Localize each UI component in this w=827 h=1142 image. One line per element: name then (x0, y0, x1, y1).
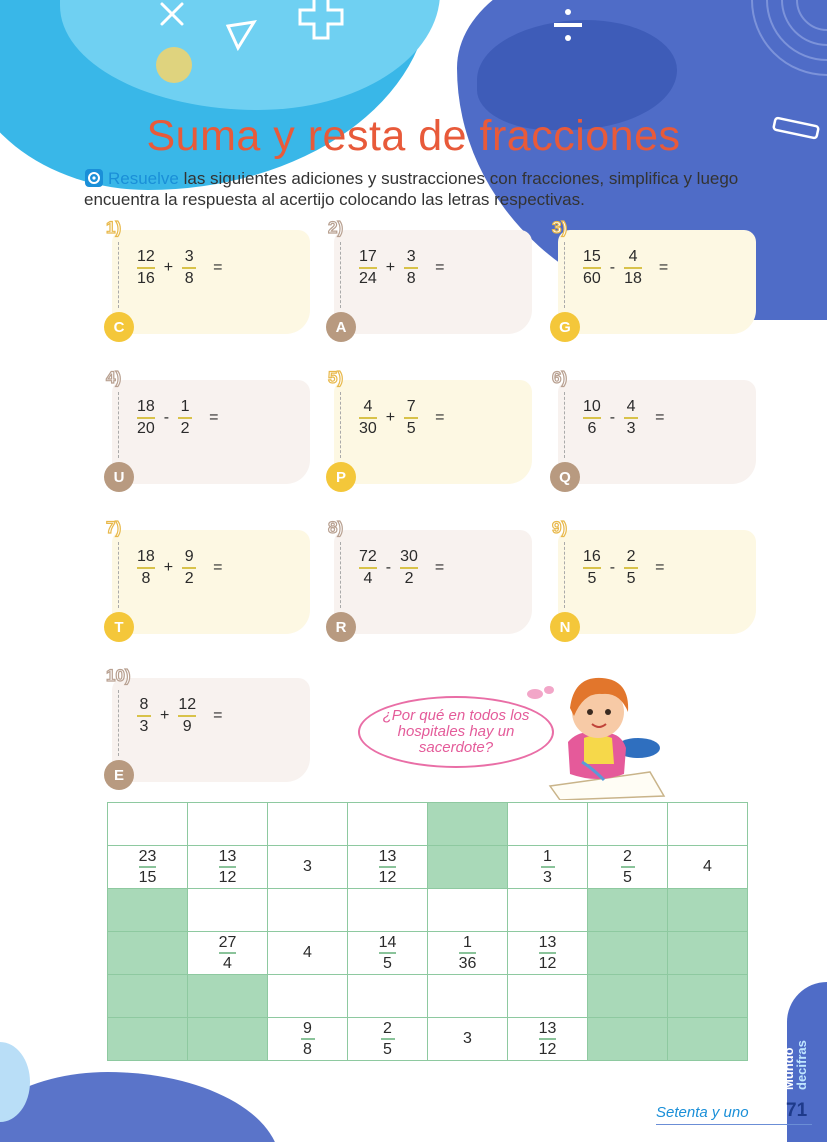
exercise-9 (550, 518, 760, 636)
letter-answer-cell[interactable] (348, 803, 428, 846)
denominator: 2 (184, 569, 194, 587)
fraction-a (356, 398, 380, 438)
grid-fraction (298, 1020, 318, 1058)
letter-answer-cell[interactable] (428, 889, 508, 932)
numerator: 27 (218, 934, 237, 952)
exercise-1 (104, 218, 314, 336)
grid-cell-value: 4 (668, 846, 748, 889)
decor-arcs-icon (690, 0, 827, 110)
exercise-10 (104, 666, 314, 784)
fraction-expression (134, 546, 222, 590)
denominator: 20 (137, 419, 155, 437)
instruction (84, 168, 744, 210)
fraction-b (175, 398, 195, 438)
denominator: 12 (538, 954, 557, 972)
exercise-number: 1) (106, 218, 122, 237)
page-number: 71 (786, 1100, 808, 1121)
fraction-b (175, 696, 199, 736)
numerator: 4 (626, 398, 636, 416)
letter-answer-cell[interactable] (588, 803, 668, 846)
answer-letter-badge: A (326, 312, 356, 342)
numerator: 13 (378, 848, 397, 866)
exercise-3 (550, 218, 760, 336)
denominator: 8 (303, 1040, 312, 1058)
denominator: 2 (180, 419, 190, 437)
brand-line-1: Mundo (781, 1047, 796, 1090)
grid-cell-value (508, 846, 588, 889)
denominator: 16 (137, 269, 155, 287)
exercise-number: 9) (552, 518, 568, 537)
denominator: 3 (543, 868, 552, 886)
divide-symbol-icon (548, 6, 588, 46)
brand-line-2: decifras (794, 1040, 809, 1090)
dashed-divider (340, 242, 341, 308)
fraction-a (134, 548, 158, 588)
grid-fraction (216, 934, 240, 972)
fraction-b (401, 398, 421, 438)
fraction-a (580, 548, 604, 588)
letter-answer-cell[interactable] (348, 889, 428, 932)
letter-answer-cell[interactable] (508, 975, 588, 1018)
numerator: 2 (383, 1020, 392, 1038)
denominator: 60 (583, 269, 601, 287)
grid-cell-blocked (588, 932, 668, 975)
grid-cell-value (348, 932, 428, 975)
grid-cell-value (188, 932, 268, 975)
answer-letter-badge: R (326, 612, 356, 642)
grid-fraction (538, 848, 558, 886)
operator: + (385, 259, 396, 276)
grid-cell-blocked (428, 846, 508, 889)
numerator: 1 (180, 398, 190, 416)
numerator: 15 (583, 248, 601, 266)
operator: + (385, 409, 396, 426)
denominator: 3 (139, 717, 149, 735)
instruction-keyword: Resuelve (108, 169, 179, 188)
grid-cell-blocked (108, 975, 188, 1018)
grid-cell-blocked (668, 932, 748, 975)
denominator: 9 (182, 717, 192, 735)
denominator: 5 (406, 419, 416, 437)
equals-sign: = (655, 559, 665, 576)
numerator: 2 (626, 548, 636, 566)
denominator: 8 (184, 269, 194, 287)
dashed-divider (340, 542, 341, 608)
exercise-4 (104, 368, 314, 486)
grid-row (108, 975, 748, 1018)
denominator: 4 (223, 954, 232, 972)
equals-sign: = (213, 707, 223, 724)
fraction-b (179, 248, 199, 288)
math-symbols-icon (150, 0, 370, 80)
dashed-divider (118, 542, 119, 608)
numerator: 4 (628, 248, 638, 266)
denominator: 5 (383, 954, 392, 972)
denominator: 5 (623, 868, 632, 886)
numerator: 23 (138, 848, 157, 866)
grid-fraction (536, 934, 560, 972)
dashed-divider (118, 242, 119, 308)
grid-cell-value (348, 846, 428, 889)
numerator: 13 (538, 934, 557, 952)
fraction-a (134, 398, 158, 438)
fraction-a (134, 696, 154, 736)
letter-answer-cell[interactable] (508, 803, 588, 846)
fraction-expression (134, 246, 222, 290)
grid-row (108, 889, 748, 932)
numerator: 7 (406, 398, 416, 416)
fraction-expression (356, 246, 444, 290)
grid-cell-value: 3 (268, 846, 348, 889)
fraction-b (621, 248, 645, 288)
exercise-number: 8) (328, 518, 344, 537)
grid-fraction (216, 848, 240, 886)
grid-cell-value (508, 1018, 588, 1061)
answer-letter-badge: C (104, 312, 134, 342)
denominator: 12 (378, 868, 397, 886)
denominator: 15 (138, 868, 157, 886)
grid-cell-value (188, 846, 268, 889)
letter-answer-cell[interactable] (108, 803, 188, 846)
grid-cell-blocked (188, 1018, 268, 1061)
denominator: 5 (626, 569, 636, 587)
grid-row (108, 846, 748, 889)
grid-cell-value (108, 846, 188, 889)
dashed-divider (564, 392, 565, 458)
numerator: 30 (400, 548, 418, 566)
grid-cell-blocked (588, 1018, 668, 1061)
fraction-expression (134, 694, 222, 738)
numerator: 12 (178, 696, 197, 714)
numerator: 13 (218, 848, 237, 866)
exercise-7 (104, 518, 314, 636)
grid-cell-blocked (188, 975, 268, 1018)
denominator: 8 (406, 269, 416, 287)
numerator: 10 (583, 398, 601, 416)
denominator: 36 (458, 954, 477, 972)
exercise-number: 7) (106, 518, 122, 537)
answer-letter-badge: U (104, 462, 134, 492)
grid-cell-value (428, 932, 508, 975)
grid-fraction (378, 1020, 398, 1058)
answer-grid (107, 802, 748, 1061)
answer-letter-badge: G (550, 312, 580, 342)
grid-fraction (618, 848, 638, 886)
exercise-number: 2) (328, 218, 344, 237)
fraction-a (356, 548, 380, 588)
grid-cell-blocked (108, 932, 188, 975)
exercise-number: 3) (552, 218, 568, 237)
operator: - (609, 559, 616, 576)
page-number-words: Setenta y uno (656, 1104, 749, 1121)
operator: - (385, 559, 392, 576)
denominator: 18 (624, 269, 642, 287)
denominator: 6 (587, 419, 597, 437)
grid-fraction (456, 934, 480, 972)
exercise-5 (326, 368, 536, 486)
grid-fraction (376, 934, 400, 972)
numerator: 1 (543, 848, 552, 866)
denominator: 5 (383, 1040, 392, 1058)
fraction-b (397, 548, 421, 588)
letter-answer-cell[interactable] (268, 803, 348, 846)
numerator: 18 (137, 398, 155, 416)
exercise-number: 5) (328, 368, 344, 387)
numerator: 9 (184, 548, 194, 566)
answer-letter-badge: E (104, 760, 134, 790)
numerator: 16 (583, 548, 601, 566)
equals-sign: = (435, 409, 445, 426)
grid-row (108, 932, 748, 975)
letter-answer-cell[interactable] (428, 975, 508, 1018)
fraction-expression (580, 546, 664, 590)
equals-sign: = (655, 409, 665, 426)
operator: - (609, 259, 616, 276)
brand-logo (782, 1040, 808, 1090)
denominator: 5 (587, 569, 597, 587)
denominator: 3 (626, 419, 636, 437)
operator: + (163, 259, 174, 276)
denominator: 2 (404, 569, 414, 587)
fraction-b (401, 248, 421, 288)
denominator: 30 (359, 419, 377, 437)
exercise-number: 4) (106, 368, 122, 387)
dashed-divider (340, 392, 341, 458)
numerator: 17 (359, 248, 377, 266)
denominator: 24 (359, 269, 377, 287)
page-title: Suma y resta de fracciones (146, 112, 681, 160)
numerator: 9 (303, 1020, 312, 1038)
grid-row (108, 803, 748, 846)
operator: - (609, 409, 616, 426)
answer-letter-badge: T (104, 612, 134, 642)
grid-cell-blocked (588, 889, 668, 932)
fraction-b (621, 398, 641, 438)
dashed-divider (564, 542, 565, 608)
equals-sign: = (658, 259, 669, 276)
equals-sign: = (434, 559, 445, 576)
letter-answer-cell[interactable] (188, 803, 268, 846)
exercise-number: 10) (106, 666, 131, 685)
numerator: 13 (538, 1020, 557, 1038)
grid-cell-value (348, 1018, 428, 1061)
fraction-a (356, 248, 380, 288)
exercise-2 (326, 218, 536, 336)
numerator: 14 (378, 934, 397, 952)
fraction-expression (356, 396, 444, 440)
fraction-a (134, 248, 158, 288)
letter-answer-cell[interactable] (668, 803, 748, 846)
numerator: 72 (359, 548, 377, 566)
fraction-expression (356, 546, 444, 590)
letter-answer-cell[interactable] (188, 889, 268, 932)
dashed-divider (564, 242, 565, 308)
answer-letter-badge: N (550, 612, 580, 642)
grid-cell-value: 3 (428, 1018, 508, 1061)
fraction-expression (134, 396, 218, 440)
grid-cell-value: 4 (268, 932, 348, 975)
grid-fraction (536, 1020, 560, 1058)
riddle-bubble (358, 696, 554, 768)
fraction-b (621, 548, 641, 588)
numerator: 2 (623, 848, 632, 866)
operator: + (160, 707, 170, 724)
letter-answer-cell[interactable] (508, 889, 588, 932)
denominator: 8 (141, 569, 151, 587)
grid-cell-blocked (108, 1018, 188, 1061)
denominator: 12 (218, 868, 237, 886)
grid-cell-blocked (588, 975, 668, 1018)
riddle-text: ¿Por qué en todos los hospitales hay un sacerdote? (382, 707, 530, 756)
letter-answer-cell[interactable] (348, 975, 428, 1018)
letter-answer-cell[interactable] (268, 889, 348, 932)
grid-cell-blocked (108, 889, 188, 932)
answer-letter-badge: P (326, 462, 356, 492)
grid-row (108, 1018, 748, 1061)
grid-cell-blocked (668, 975, 748, 1018)
equals-sign: = (213, 559, 223, 576)
numerator: 12 (137, 248, 155, 266)
dashed-divider (118, 690, 119, 756)
equals-sign: = (209, 409, 219, 426)
operator: - (163, 409, 170, 426)
exercise-number: 6) (552, 368, 568, 387)
fraction-expression (580, 246, 668, 290)
decor-blob-bottom-left (0, 1072, 280, 1142)
grid-fraction (376, 848, 400, 886)
numerator: 3 (406, 248, 416, 266)
denominator: 4 (363, 569, 373, 587)
numerator: 8 (139, 696, 149, 714)
numerator: 1 (463, 934, 472, 952)
fraction-a (580, 248, 604, 288)
operator: + (163, 559, 174, 576)
grid-fraction (136, 848, 160, 886)
answer-letter-badge: Q (550, 462, 580, 492)
exercise-6 (550, 368, 760, 486)
equals-sign: = (435, 259, 445, 276)
dashed-divider (118, 392, 119, 458)
grid-cell-value (508, 932, 588, 975)
instruction-text: las siguientes adiciones y sustracciones con fracciones, simplifica y luego encuentra la respuesta al acertijo colocando las letras respectivas. (84, 169, 739, 209)
grid-cell-blocked (668, 1018, 748, 1061)
denominator: 12 (538, 1040, 557, 1058)
girl-illustration-icon (540, 668, 670, 800)
footer-divider (656, 1124, 812, 1125)
exercise-8 (326, 518, 536, 636)
grid-cell-blocked (668, 889, 748, 932)
grid-cell-blocked (428, 803, 508, 846)
grid-cell-value (268, 1018, 348, 1061)
grid-cell-value (588, 846, 668, 889)
numerator: 3 (184, 248, 194, 266)
fraction-expression (580, 396, 664, 440)
numerator: 4 (363, 398, 373, 416)
numerator: 18 (137, 548, 155, 566)
equals-sign: = (213, 259, 223, 276)
fraction-b (179, 548, 199, 588)
letter-answer-cell[interactable] (268, 975, 348, 1018)
fraction-a (580, 398, 604, 438)
